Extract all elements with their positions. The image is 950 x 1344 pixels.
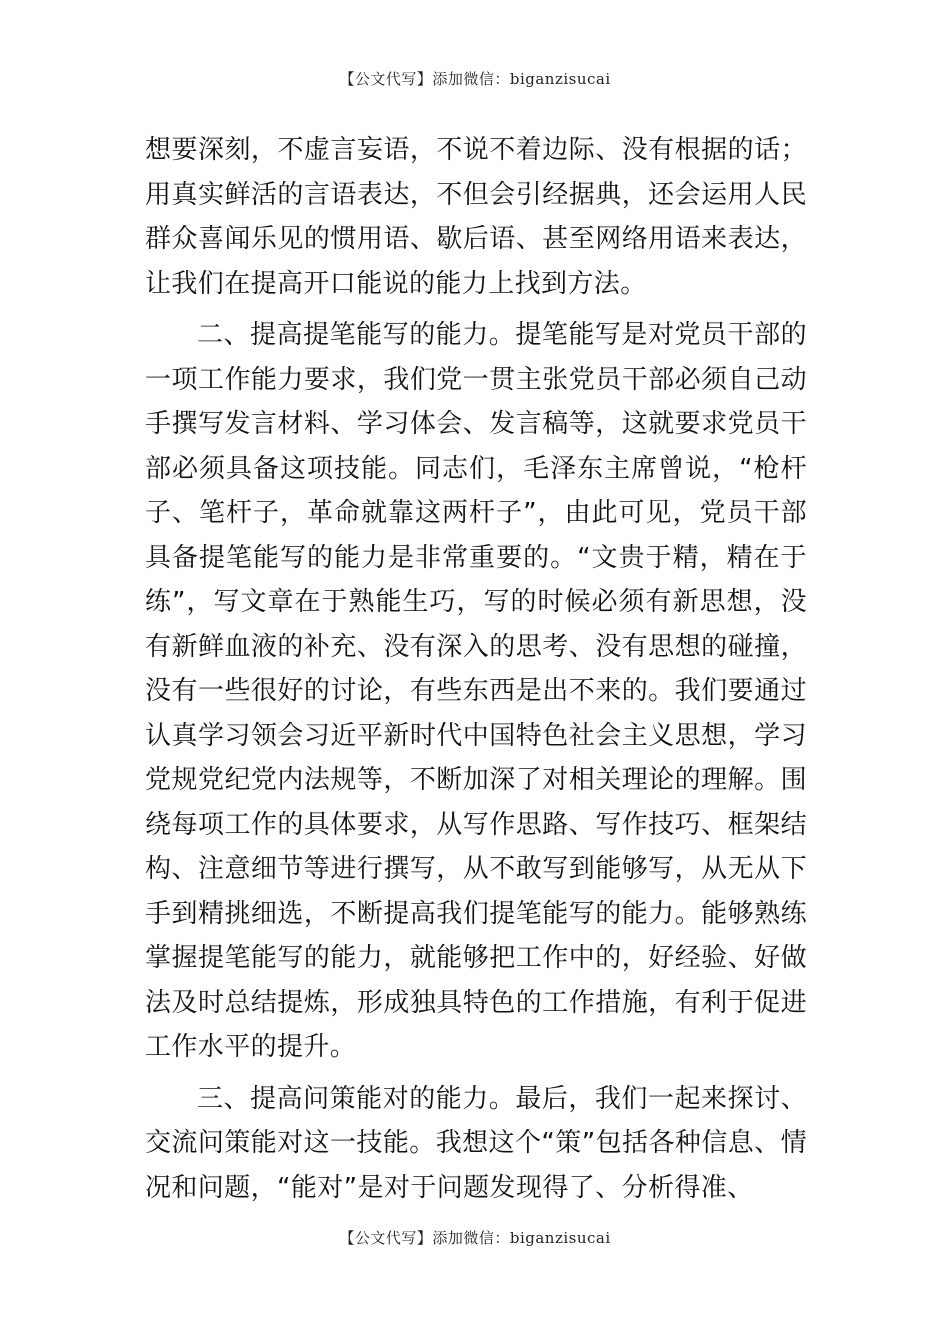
footer-watermark: 【公文代写】添加微信：biganzisucai: [339, 1229, 611, 1247]
paragraph-section-two: 二、提高提笔能写的能力。提笔能写是对党员干部的一项工作能力要求，我们党一贯主张党员干部必须自己动手撰写发言材料、学习体会、发言稿等，这就要求党员干部必须具备这项技能。同志们，毛泽东主席曾说，“枪杆子、笔杆子，革命就靠这两杆子”，由此可见，党员干部具备提笔能写的能力是非常重要的。“文贵于精，精在于练”，写文章在于熟能生巧，写的时候必须有新思想，没有新鲜血液的补充、没有深入的思考、没有思想的碰撞，没有一些很好的讨论，有些东西是出不来的。我们要通过认真学习领会习近平新时代中国特色社会主义思想，学习党规党纪党内法规等，不断加深了对相关理论的理解。围绕每项工作的具体要求，从写作思路、写作技巧、框架结构、注意细节等进行撰写，从不敢写到能够写，从无从下手到精挑细选，不断提高我们提笔能写的能力。能够熟练掌握提笔能写的能力，就能够把工作中的，好经验、好做法及时总结提炼，形成独具特色的工作措施，有利于促进工作水平的提升。: [145, 320, 807, 1062]
document-body: [145, 128, 807, 1210]
header-watermark: 【公文代写】添加微信：biganzisucai: [339, 70, 611, 88]
paragraph-section-three: 三、提高问策能对的能力。最后，我们一起来探讨、交流问策能对这一技能。我想这个“策”包括各种信息、情况和问题，“能对”是对于问题发现得了、分析得准、: [145, 1083, 807, 1203]
paragraph-continuation: 想要深刻，不虚言妄语，不说不着边际、没有根据的话；用真实鲜活的言语表达，不但会引经据典，还会运用人民群众喜闻乐见的惯用语、歇后语、甚至网络用语来表达，让我们在提高开口能说的能力上找到方法。: [145, 135, 807, 299]
